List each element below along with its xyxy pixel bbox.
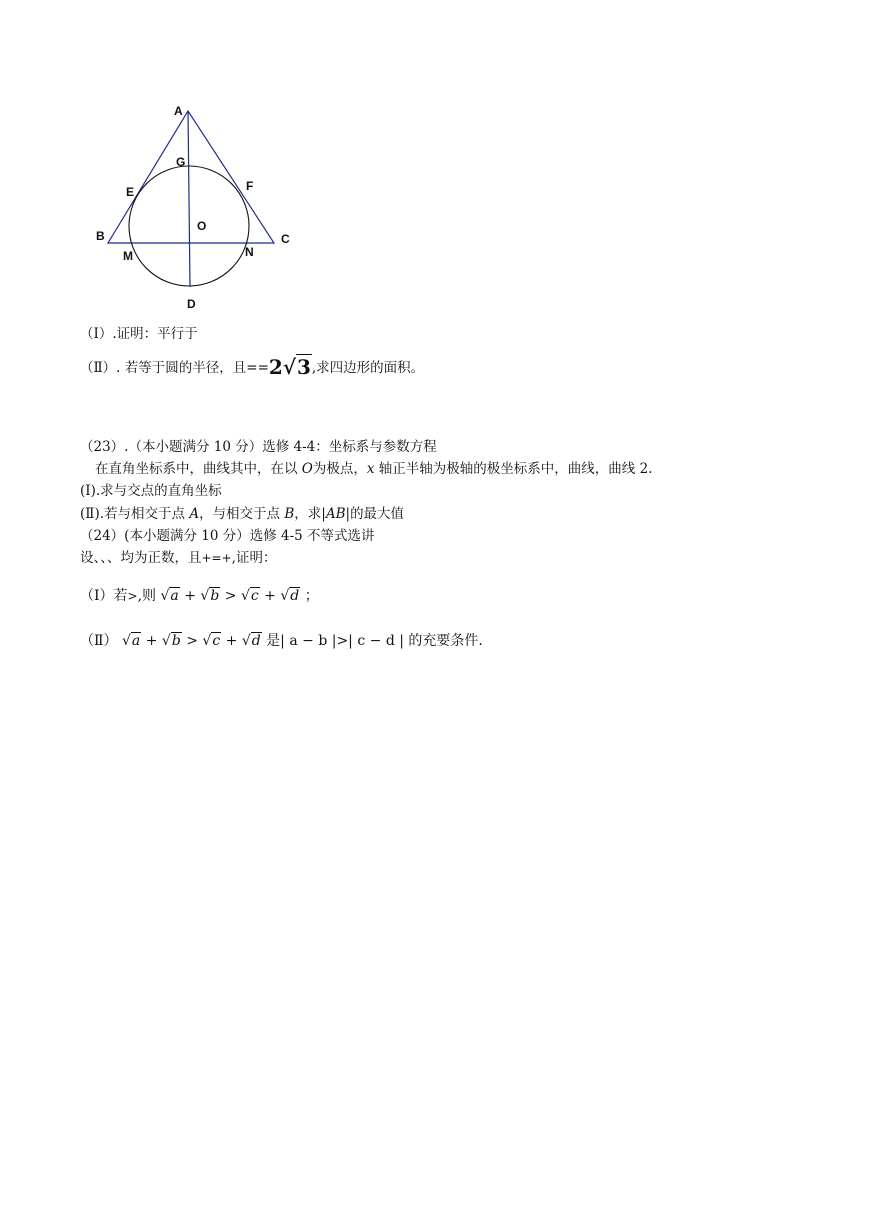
sqrt-symbol: √ bbox=[160, 588, 170, 604]
q23-part2 bbox=[80, 505, 404, 523]
q24-p2-d: d bbox=[251, 633, 261, 649]
label-a: A bbox=[174, 104, 183, 118]
q24-part1 bbox=[80, 585, 319, 607]
plus-sign: + bbox=[264, 588, 276, 604]
gt-sign: > bbox=[224, 588, 237, 604]
q23-body-o: O bbox=[301, 461, 313, 477]
q24-part2-end: 的充要条件. bbox=[408, 633, 483, 649]
q22-part2-rad: 3 bbox=[296, 355, 311, 379]
q23-part2-a: (Ⅱ).若与相交于点 bbox=[80, 506, 186, 522]
q23-body-a: 在直角坐标系中，曲线其中，在以 bbox=[95, 461, 298, 477]
label-b: B bbox=[96, 229, 105, 243]
sqrt-symbol: √ bbox=[240, 588, 250, 604]
sqrt-symbol: √ bbox=[280, 588, 290, 604]
label-f: F bbox=[246, 179, 254, 193]
q24-intro bbox=[80, 549, 276, 567]
q23-part2-c: ，求 bbox=[294, 506, 322, 522]
q23-body-c: 轴正半轴为极轴的极坐标系中，曲线，曲线 2. bbox=[378, 461, 653, 477]
q24-intro-b: ,证明： bbox=[231, 550, 277, 566]
q24-part2 bbox=[80, 630, 483, 652]
q23-part1: (Ⅰ).求与交点的直角坐标 bbox=[80, 483, 222, 499]
q23-part2-b: ，与相交于点 bbox=[199, 506, 281, 522]
label-o: O bbox=[197, 219, 207, 233]
q24-intro-math: +=+ bbox=[201, 551, 232, 565]
q24-p1-c: c bbox=[250, 588, 259, 604]
sqrt-symbol: √ bbox=[121, 633, 131, 649]
q23-part2-point-b: B bbox=[284, 506, 295, 522]
q24-p1-b: b bbox=[210, 588, 220, 604]
q24-part1-b: ,则 bbox=[137, 588, 157, 604]
q24-intro-a: 设、、、均为正数，且 bbox=[80, 550, 202, 566]
q24-part2-is: 是 bbox=[266, 633, 281, 649]
label-g: G bbox=[176, 155, 186, 169]
label-n: N bbox=[245, 245, 254, 259]
q22-part1: （Ⅰ）.证明：平行于 bbox=[80, 326, 198, 342]
sqrt-symbol: √ bbox=[200, 588, 210, 604]
sqrt-symbol: √ bbox=[202, 633, 212, 649]
q22-part2-coef: 2 bbox=[268, 355, 283, 379]
segment-ad bbox=[188, 111, 190, 287]
gt-sign: > bbox=[186, 633, 198, 649]
q22-part2 bbox=[80, 355, 425, 379]
plus-sign: + bbox=[145, 633, 158, 649]
label-e: E bbox=[126, 185, 135, 199]
q23-body bbox=[95, 460, 652, 478]
q24-part2-abs: | a − b |>| c − d | bbox=[280, 633, 404, 649]
sqrt-symbol: √ bbox=[282, 355, 296, 379]
q24-p2-c: c bbox=[212, 633, 221, 649]
q24-title: （24）(本小题满分 10 分）选修 4-5 不等式选讲 bbox=[80, 528, 375, 544]
q23-part2-d: 的最大值 bbox=[350, 506, 405, 522]
triangle-circle-diagram bbox=[88, 98, 303, 316]
label-d: D bbox=[187, 297, 196, 311]
q23-body-b: 为极点， bbox=[312, 461, 367, 477]
q23-body-x: x bbox=[366, 461, 375, 477]
q24-part2-label: （Ⅱ） bbox=[80, 633, 118, 649]
q24-p2-a: a bbox=[131, 633, 141, 649]
plus-sign: + bbox=[225, 633, 238, 649]
q23-title: （23）.（本小题满分 10 分）选修 4-4：坐标系与参数方程 bbox=[80, 439, 437, 455]
geometry-figure bbox=[88, 98, 303, 316]
label-m: M bbox=[123, 249, 133, 263]
q24-p2-b: b bbox=[171, 633, 181, 649]
sqrt-symbol: √ bbox=[161, 633, 171, 649]
q22-part2-suffix: ,求四边形的面积。 bbox=[311, 360, 425, 376]
q23-part2-abs: |AB| bbox=[321, 506, 351, 522]
sqrt-symbol: √ bbox=[241, 633, 251, 649]
plus-sign: + bbox=[184, 588, 196, 604]
q24-part1-a: （Ⅰ）若 bbox=[80, 588, 128, 604]
q24-part1-gt: > bbox=[127, 589, 138, 603]
q24-part1-end: ； bbox=[304, 588, 319, 604]
q24-p1-d: d bbox=[290, 588, 300, 604]
q24-p1-a: a bbox=[170, 588, 179, 604]
q23-part2-point-a: A bbox=[189, 506, 200, 522]
label-c: C bbox=[281, 232, 290, 246]
q22-part2-prefix: （Ⅱ）. 若等于圆的半径，且== bbox=[80, 360, 269, 376]
